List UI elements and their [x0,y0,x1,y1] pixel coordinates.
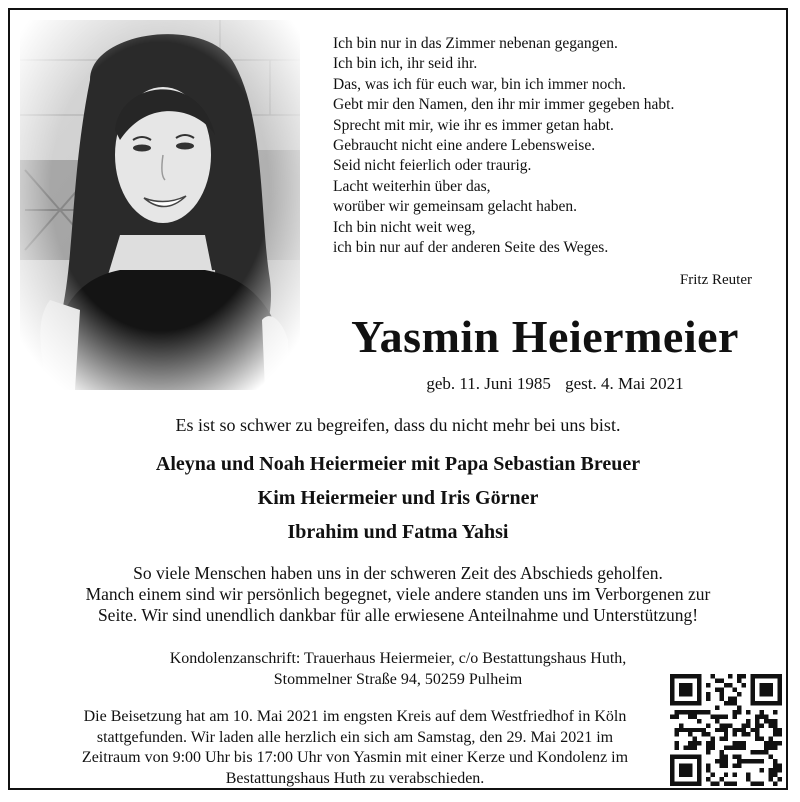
poem-line: Gebraucht nicht eine andere Lebensweise. [333,137,596,155]
portrait-image [20,20,300,390]
funeral-line: Die Beisetzung hat am 10. Mai 2021 im engsten Kreis auf dem Westfriedhof in Köln [83,708,627,725]
qr-code[interactable] [670,674,782,786]
deceased-name: Yasmin Heiermeier [351,311,739,362]
funeral-line: Bestattungshaus Huth zu verabschieden. [225,769,485,787]
poem-line: Lacht weiterhin über das, [333,177,491,195]
thanks-text [10,563,786,626]
address-line: Kondolenzanschrift: Trauerhaus Heiermeier, c/o Bestattungshaus Huth, [169,650,627,667]
address-line: Stommelner Straße 94, 50259 Pulheim [273,671,523,688]
poem-line: Gebt mir den Namen, den ihr mir immer gegeben habt. [333,96,675,114]
poem [333,34,753,258]
poem-line: ich bin nur auf der anderen Seite des Weges. [333,239,609,257]
intro-text: Es ist so schwer zu begreifen, dass du nicht mehr bei uns bist. [175,415,621,435]
funeral-info [30,707,680,789]
qr-code-icon [670,674,782,786]
thanks-line: Seite. Wir sind unendlich dankbar für alle erwiesene Anteilnahme und Unterstützung! [97,605,699,625]
obituary-notice [8,8,788,790]
thanks-line: Manch einem sind wir persönlich begegnet, viele andere standen uns im Verborgenen zur [85,584,711,604]
thanks-line: So viele Menschen haben uns in der schweren Zeit des Abschieds geholfen. [133,563,663,583]
mourners-list [10,447,786,549]
funeral-line: Zeitraum von 9:00 Uhr bis 17:00 Uhr von Yasmin mit einer Kerze und Kondolenz im [81,749,629,766]
poem-line: Ich bin nur in das Zimmer nebenan gegangen. [333,35,618,52]
poem-line: Ich bin ich, ihr seid ihr. [333,55,478,73]
funeral-line: stattgefunden. Wir laden alle herzlich ein sich am Samstag, den 29. Mai 2021 im [96,728,614,746]
mourner-line: Kim Heiermeier und Iris Görner [257,487,539,509]
life-dates [330,374,780,394]
poem-line: worüber wir gemeinsam gelacht haben. [333,198,578,216]
portrait-photo [20,20,300,390]
poem-author: Fritz Reuter [679,272,752,288]
birth-date: geb. 11. Juni 1985 [426,374,551,393]
mourner-line: Aleyna und Noah Heiermeier mit Papa Sebastian Breuer [155,453,641,475]
death-date: gest. 4. Mai 2021 [565,374,684,393]
poem-line: Sprecht mit mir, wie ihr es immer getan habt. [333,116,614,134]
poem-line: Seid nicht feierlich oder traurig. [333,157,532,175]
poem-line: Ich bin nicht weit weg, [333,218,476,236]
poem-line: Das, was ich für euch war, bin ich immer noch. [333,75,626,93]
mourner-line: Ibrahim und Fatma Yahsi [287,521,509,543]
